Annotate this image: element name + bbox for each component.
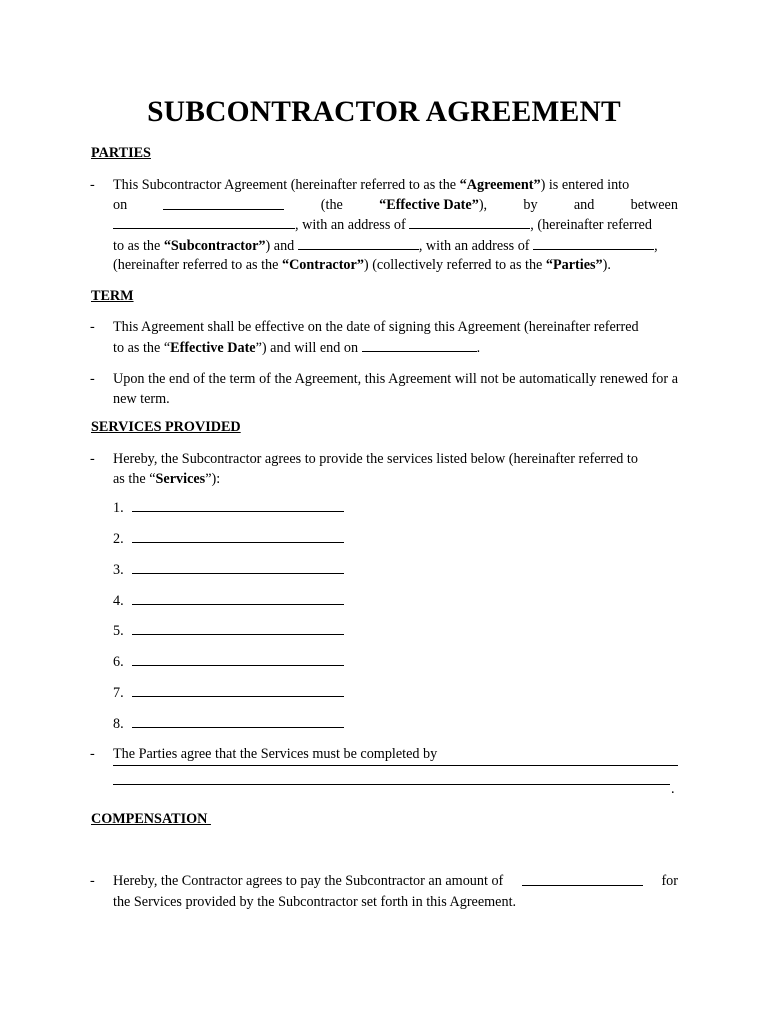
- service-item-4: 4.: [113, 591, 344, 612]
- bullet-dash: -: [90, 451, 95, 467]
- section-heading-services: SERVICES PROVIDED: [91, 419, 241, 435]
- bullet-dash: -: [90, 371, 95, 387]
- compensation-amount-blank[interactable]: [522, 872, 643, 886]
- service-item-5: 5.: [113, 621, 344, 642]
- service-item-2: 2.: [113, 529, 344, 550]
- section-heading-compensation: COMPENSATION: [91, 811, 211, 827]
- completion-period: .: [671, 781, 675, 797]
- bullet-dash: -: [90, 319, 95, 335]
- section-heading-parties: PARTIES: [91, 145, 151, 161]
- service-blank-4[interactable]: [132, 591, 344, 605]
- service-blank-6[interactable]: [132, 652, 344, 666]
- subcontractor-address-blank[interactable]: [409, 215, 530, 229]
- service-blank-7[interactable]: [132, 683, 344, 697]
- section-heading-term: TERM: [91, 288, 134, 304]
- term-paragraph-1: - This Agreement shall be effective on the date of signing this Agreement (hereinafter referred to as the “Effective Date”) and will end on .: [90, 319, 639, 356]
- service-item-8: 8.: [113, 714, 344, 735]
- service-item-6: 6.: [113, 652, 344, 673]
- service-blank-8[interactable]: [132, 714, 344, 728]
- subcontractor-name-blank[interactable]: [113, 215, 295, 229]
- effective-date-blank[interactable]: [163, 196, 284, 210]
- service-blank-3[interactable]: [132, 560, 344, 574]
- parties-paragraph: - This Subcontractor Agreement (hereinafter referred to as the “Agreement”) is entered into on (the “Effective Date”), by and between , with an address of , (hereinafter referred to as the “Subcontractor”) and , with an address of , (hereinafter referred to as the “Contractor”) (collectively referred to as the “Parties”).: [90, 177, 678, 273]
- bullet-dash: -: [90, 746, 95, 762]
- bullet-dash: -: [90, 177, 95, 193]
- service-blank-5[interactable]: [132, 621, 344, 635]
- bullet-dash: -: [90, 873, 95, 889]
- completion-paragraph: - The Parties agree that the Services must be completed by: [90, 745, 678, 765]
- services-paragraph: - Hereby, the Subcontractor agrees to provide the services listed below (hereinafter referred to as the “Services”):: [90, 451, 638, 487]
- end-date-blank[interactable]: [362, 338, 477, 352]
- completion-date-blank-1[interactable]: [113, 765, 678, 766]
- contractor-address-blank[interactable]: [533, 236, 654, 250]
- completion-date-blank-2[interactable]: [113, 784, 670, 785]
- service-item-3: 3.: [113, 560, 344, 581]
- compensation-paragraph: - Hereby, the Contractor agrees to pay the Subcontractor an amount of for the Services provided by the Subcontractor set forth in this Agreement.: [90, 873, 678, 910]
- service-item-1: 1.: [113, 498, 344, 519]
- service-blank-1[interactable]: [132, 498, 344, 512]
- contractor-name-blank[interactable]: [298, 236, 419, 250]
- term-paragraph-2: - Upon the end of the term of the Agreement, this Agreement will not be automatically renewed for a new term.: [90, 371, 678, 407]
- service-item-7: 7.: [113, 683, 344, 704]
- document-title: SUBCONTRACTOR AGREEMENT: [147, 96, 621, 128]
- service-blank-2[interactable]: [132, 529, 344, 543]
